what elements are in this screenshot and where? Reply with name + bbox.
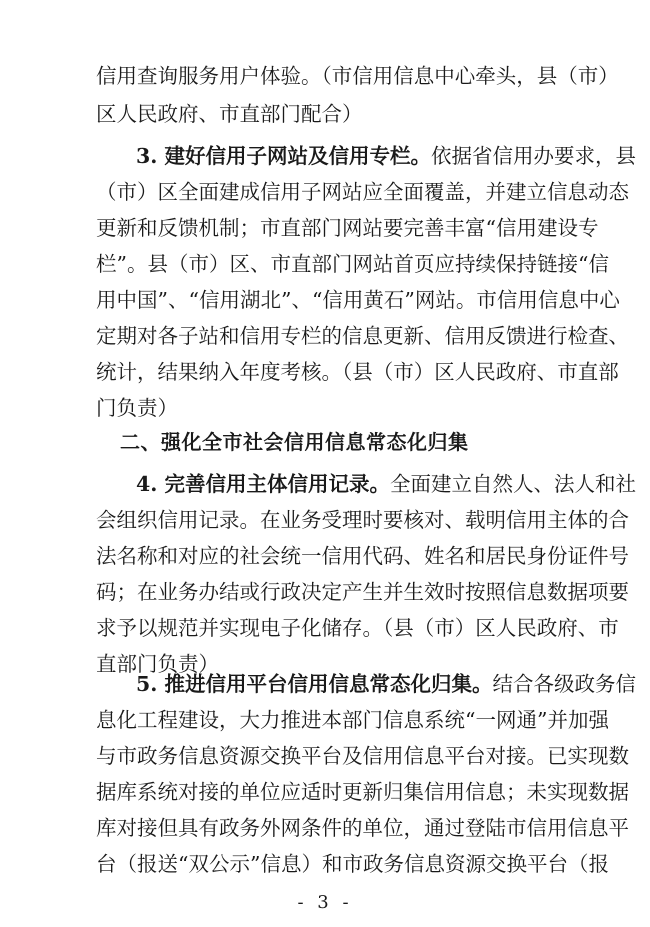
text-line: 码；在业务办结或行政决定产生并生效时按照信息数据项要: [96, 580, 629, 604]
text-line: 定期对各子站和信用专栏的信息更新、信用反馈进行检查、: [96, 324, 629, 348]
text-line: （市）区全面建成信用子网站应全面覆盖，并建立信息动态: [96, 180, 629, 204]
text-line: 用中国”、“信用湖北”、“信用黄石”网站。市信用信息中心: [96, 288, 620, 312]
paragraph-4-title: 4. 完善信用主体信用记录。: [136, 472, 391, 496]
paragraph-4-text: 全面建立自然人、法人和社: [390, 472, 637, 496]
text-line: 信用查询服务用户体验。（市信用信息中心牵头，县（市）: [96, 64, 619, 88]
text-line: 区人民政府、市直部门配合）: [96, 102, 363, 126]
text-line: 据库系统对接的单位应适时更新归集信用信息；未实现数据: [96, 780, 629, 804]
text-line: 门负责）: [96, 396, 178, 420]
text-line: 直部门负责）: [96, 652, 219, 676]
text-line: 与市政务信息资源交换平台及信用信息平台对接。已实现数: [96, 744, 629, 768]
page-number: - 3 -: [297, 892, 353, 913]
paragraph-5-text: 结合各级政务信: [492, 672, 637, 696]
text-line: 会组织信用记录。在业务受理时要核对、载明信用主体的合: [96, 508, 629, 532]
paragraph-5-first-line: [136, 672, 637, 696]
text-line: 息化工程建设，大力推进本部门信息系统“一网通”并加强: [96, 708, 609, 732]
section-heading: 二、强化全市社会信用信息常态化归集: [120, 430, 469, 454]
paragraph-3-title: 3. 建好信用子网站及信用专栏。: [136, 144, 432, 168]
text-line: 更新和反馈机制；市直部门网站要完善丰富“信用建设专: [96, 216, 599, 240]
text-line: 求予以规范并实现电子化储存。（县（市）区人民政府、市: [96, 616, 619, 640]
text-line: 栏”。县（市）区、市直部门网站首页应持续保持链接“信: [96, 252, 609, 276]
text-line: 法名称和对应的社会统一信用代码、姓名和居民身份证件号: [96, 544, 629, 568]
text-line: 库对接但具有政务外网条件的单位，通过登陆市信用信息平: [96, 816, 629, 840]
paragraph-4-first-line: [136, 472, 637, 496]
paragraph-5-title: 5. 推进信用平台信用信息常态化归集。: [136, 672, 493, 696]
text-line: 台（报送“双公示”信息）和市政务信息资源交换平台（报: [96, 852, 609, 876]
text-line: 统计，结果纳入年度考核。（县（市）区人民政府、市直部: [96, 360, 619, 384]
paragraph-3-first-line: [136, 144, 637, 168]
paragraph-3-text: 依据省信用办要求，县: [431, 144, 637, 168]
